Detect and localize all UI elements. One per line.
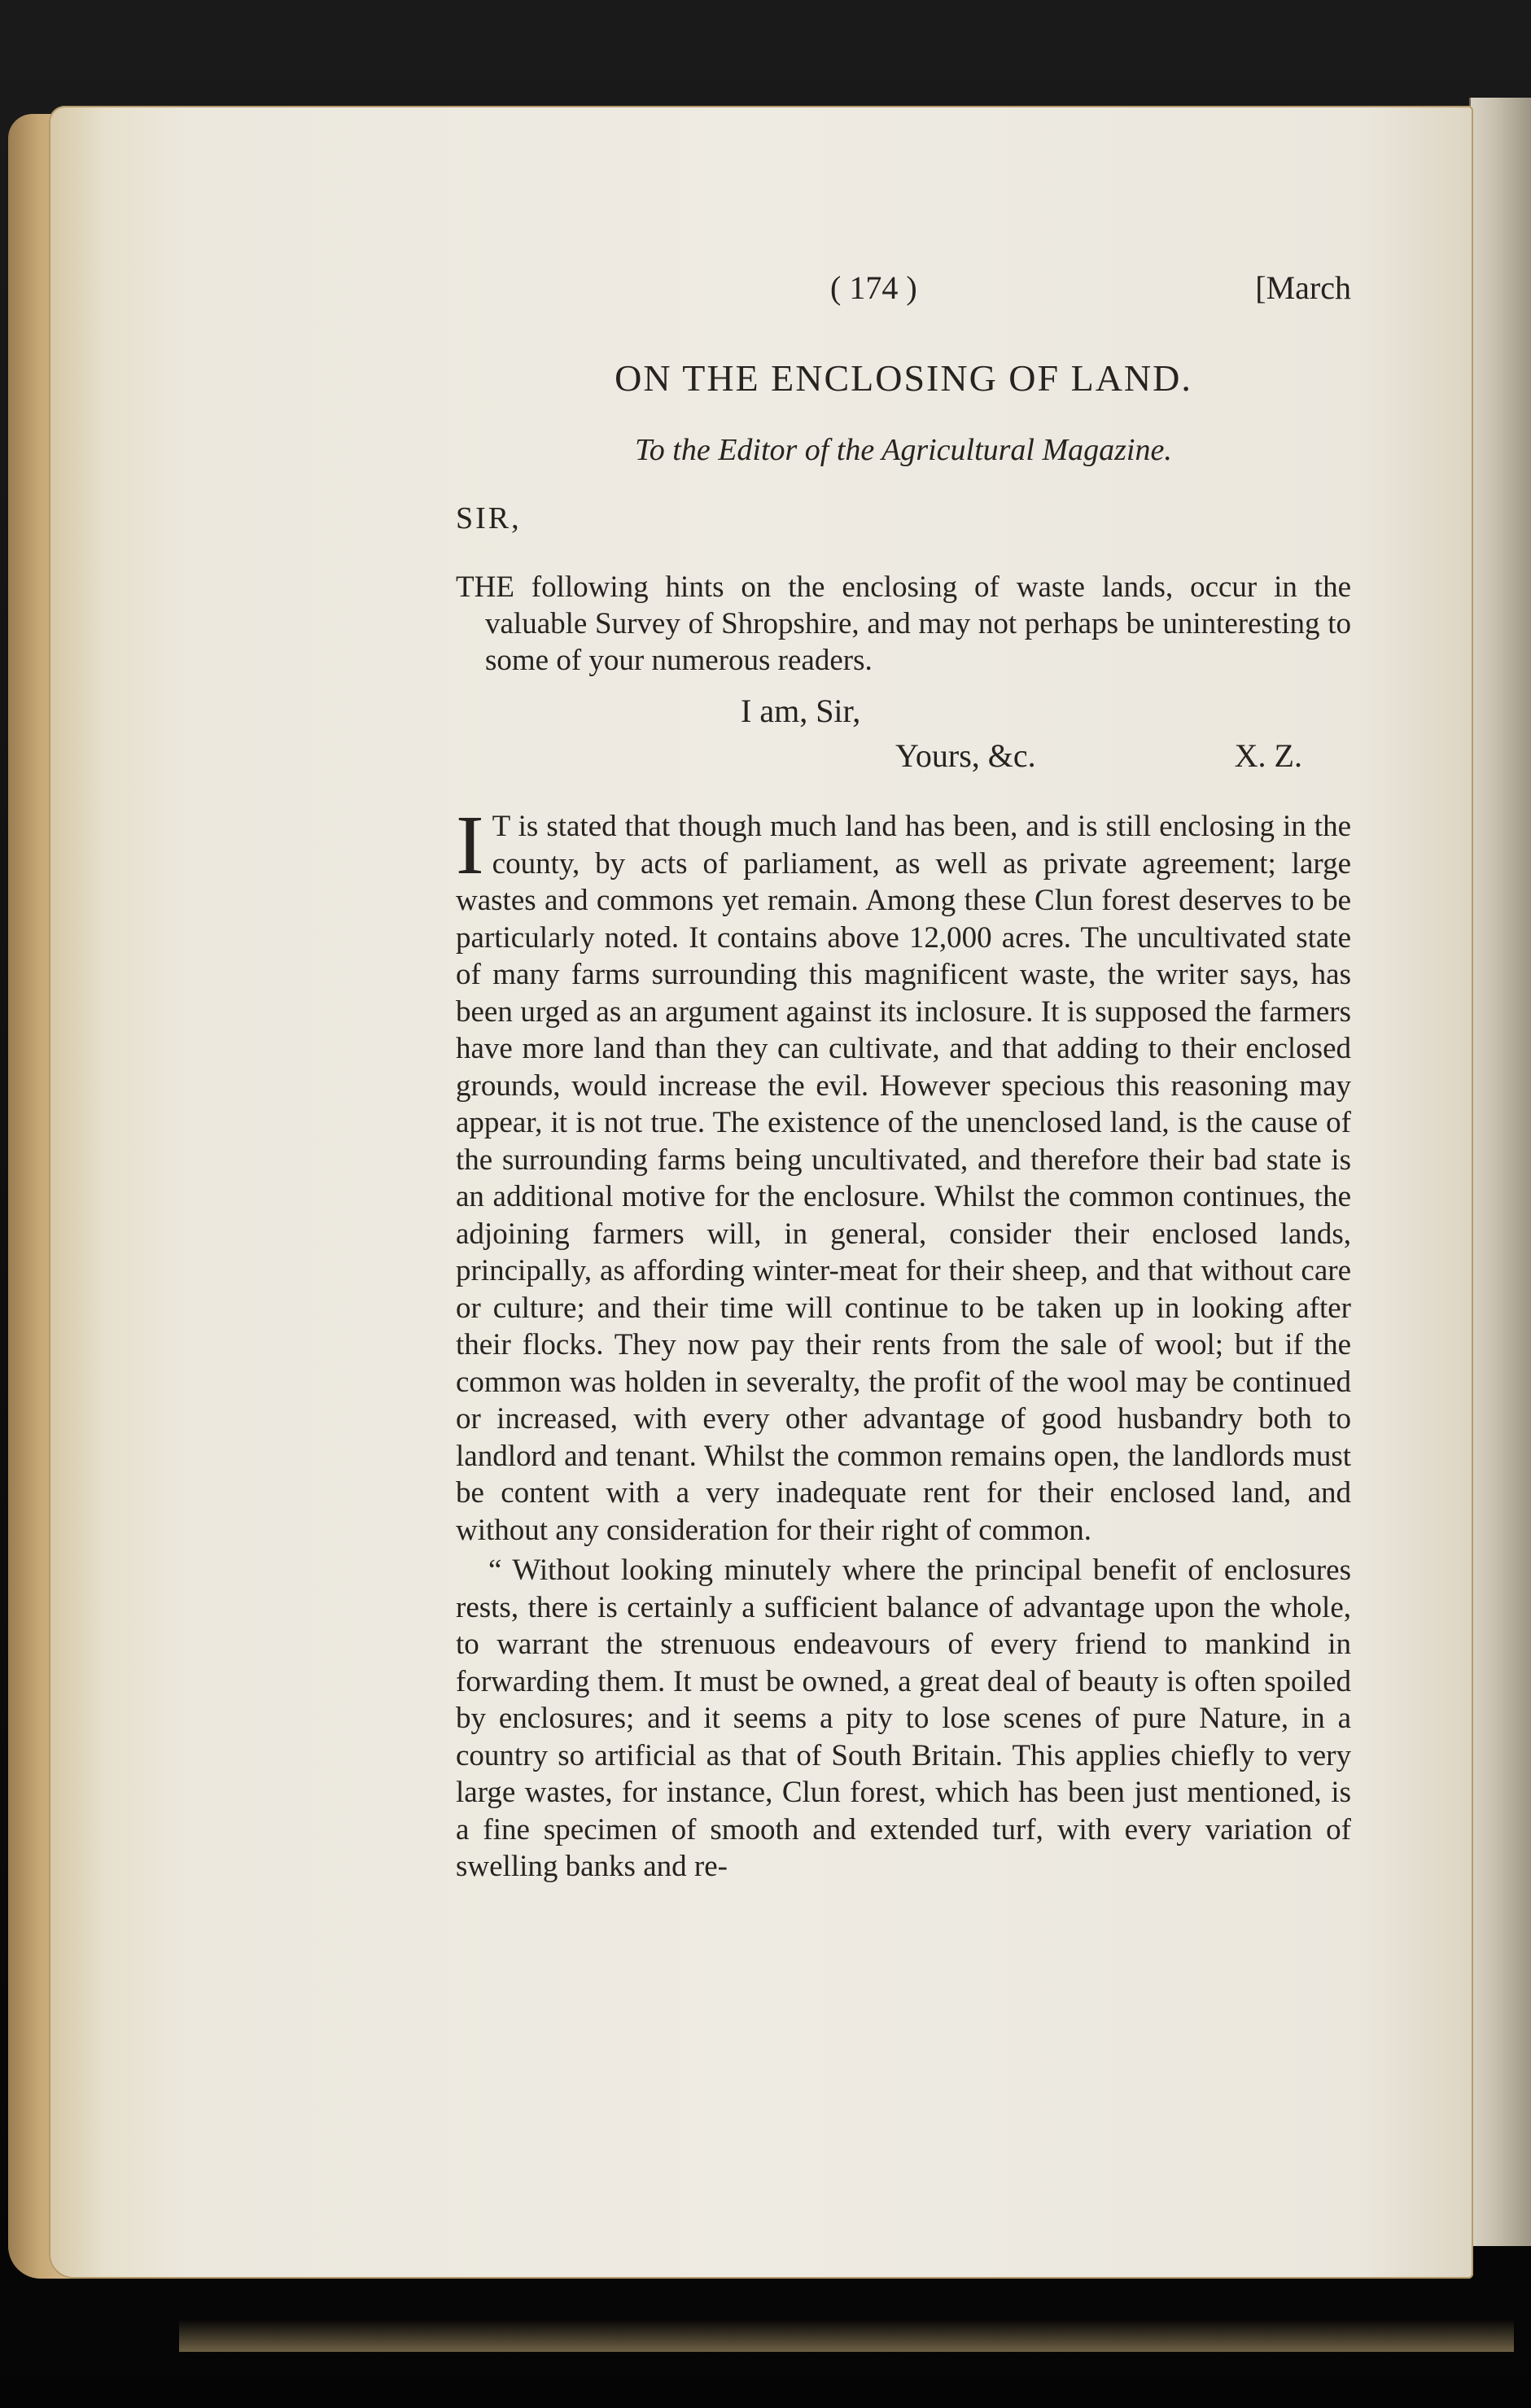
letter-signoff-row	[456, 736, 1351, 777]
letter-closing: I am, Sir,	[741, 693, 861, 729]
running-month: [March	[1255, 269, 1351, 306]
body-paragraph-1	[456, 798, 1351, 1549]
page-number: ( 174 )	[830, 269, 917, 306]
paragraph-1-text: T is stated that though much land has been, and is still enclosing in the county, by acts of parliament, as well as private agreement; large wastes and commons yet remain. Among these Clun forest deserves to be particularly noted. It contains above 12,000 acres. The uncultivated state of many farms surrounding this magnificent waste, the writer says, has been urged as an argument against its inclosure. It is supposed the farmers have more land than they can cultivate, and that adding to their enclosed grounds, would increase the evil. However specious this reasoning may appear, it is not true. The existence of the unenclosed land, is the cause of the surrounding farms being uncultivated, and therefore their bad state is an additional motive for the enclosure. Whilst the common continues, the adjoining farmers will, in general, consider their enclosed lands, principally, as affording winter-meat for their sheep, and that without care or culture; and their time will continue to be taken up in looking after their flocks. They now pay their rents from the sale of wool; but if the common was holden in severalty, the profit of the wool may be continued or increased, with every other advantage of good husbandry both to landlord and tenant. Whilst the common remains open, the landlords must be content with a very inadequate rent for their enclosed land, and without any consideration for their right of common.	[456, 810, 1351, 1547]
facing-page-edge	[1469, 98, 1531, 2246]
editor-address: To the Editor of the Agricultural Magazine.	[635, 433, 1172, 467]
body-paragraph-2: “ Without looking minutely where the principal benefit of enclosures rests, there is certainly a sufficient balance of advantage upon the whole, to warrant the strenuous endeavours of every friend to mankind in forwarding them. It must be owned, a great deal of beauty is often spoiled by enclosures; and it seems a pity to lose scenes of pure Nature, in a country so artificial as that of South Britain. This applies chiefly to very large wastes, for instance, Clun forest, which has been just mentioned, is a fine specimen of smooth and extended turf, with every variation of swelling banks and re-	[456, 1554, 1351, 1883]
running-head	[456, 269, 1351, 317]
salutation: SIR,	[456, 501, 522, 535]
sign-off: Yours, &c.	[895, 737, 1036, 774]
page-bottom-stain	[179, 2319, 1514, 2352]
page-text-block	[456, 269, 1351, 1886]
letter-body: THE following hints on the enclosing of waste lands, occur in the valuable Survey of Shropshire, and may not perhaps be uninteresting to some of your numerous readers.	[456, 570, 1351, 677]
signature-initials: X. Z.	[1234, 737, 1302, 774]
article-title: ON THE ENCLOSING OF LAND.	[615, 357, 1192, 399]
drop-cap: I	[456, 798, 484, 892]
